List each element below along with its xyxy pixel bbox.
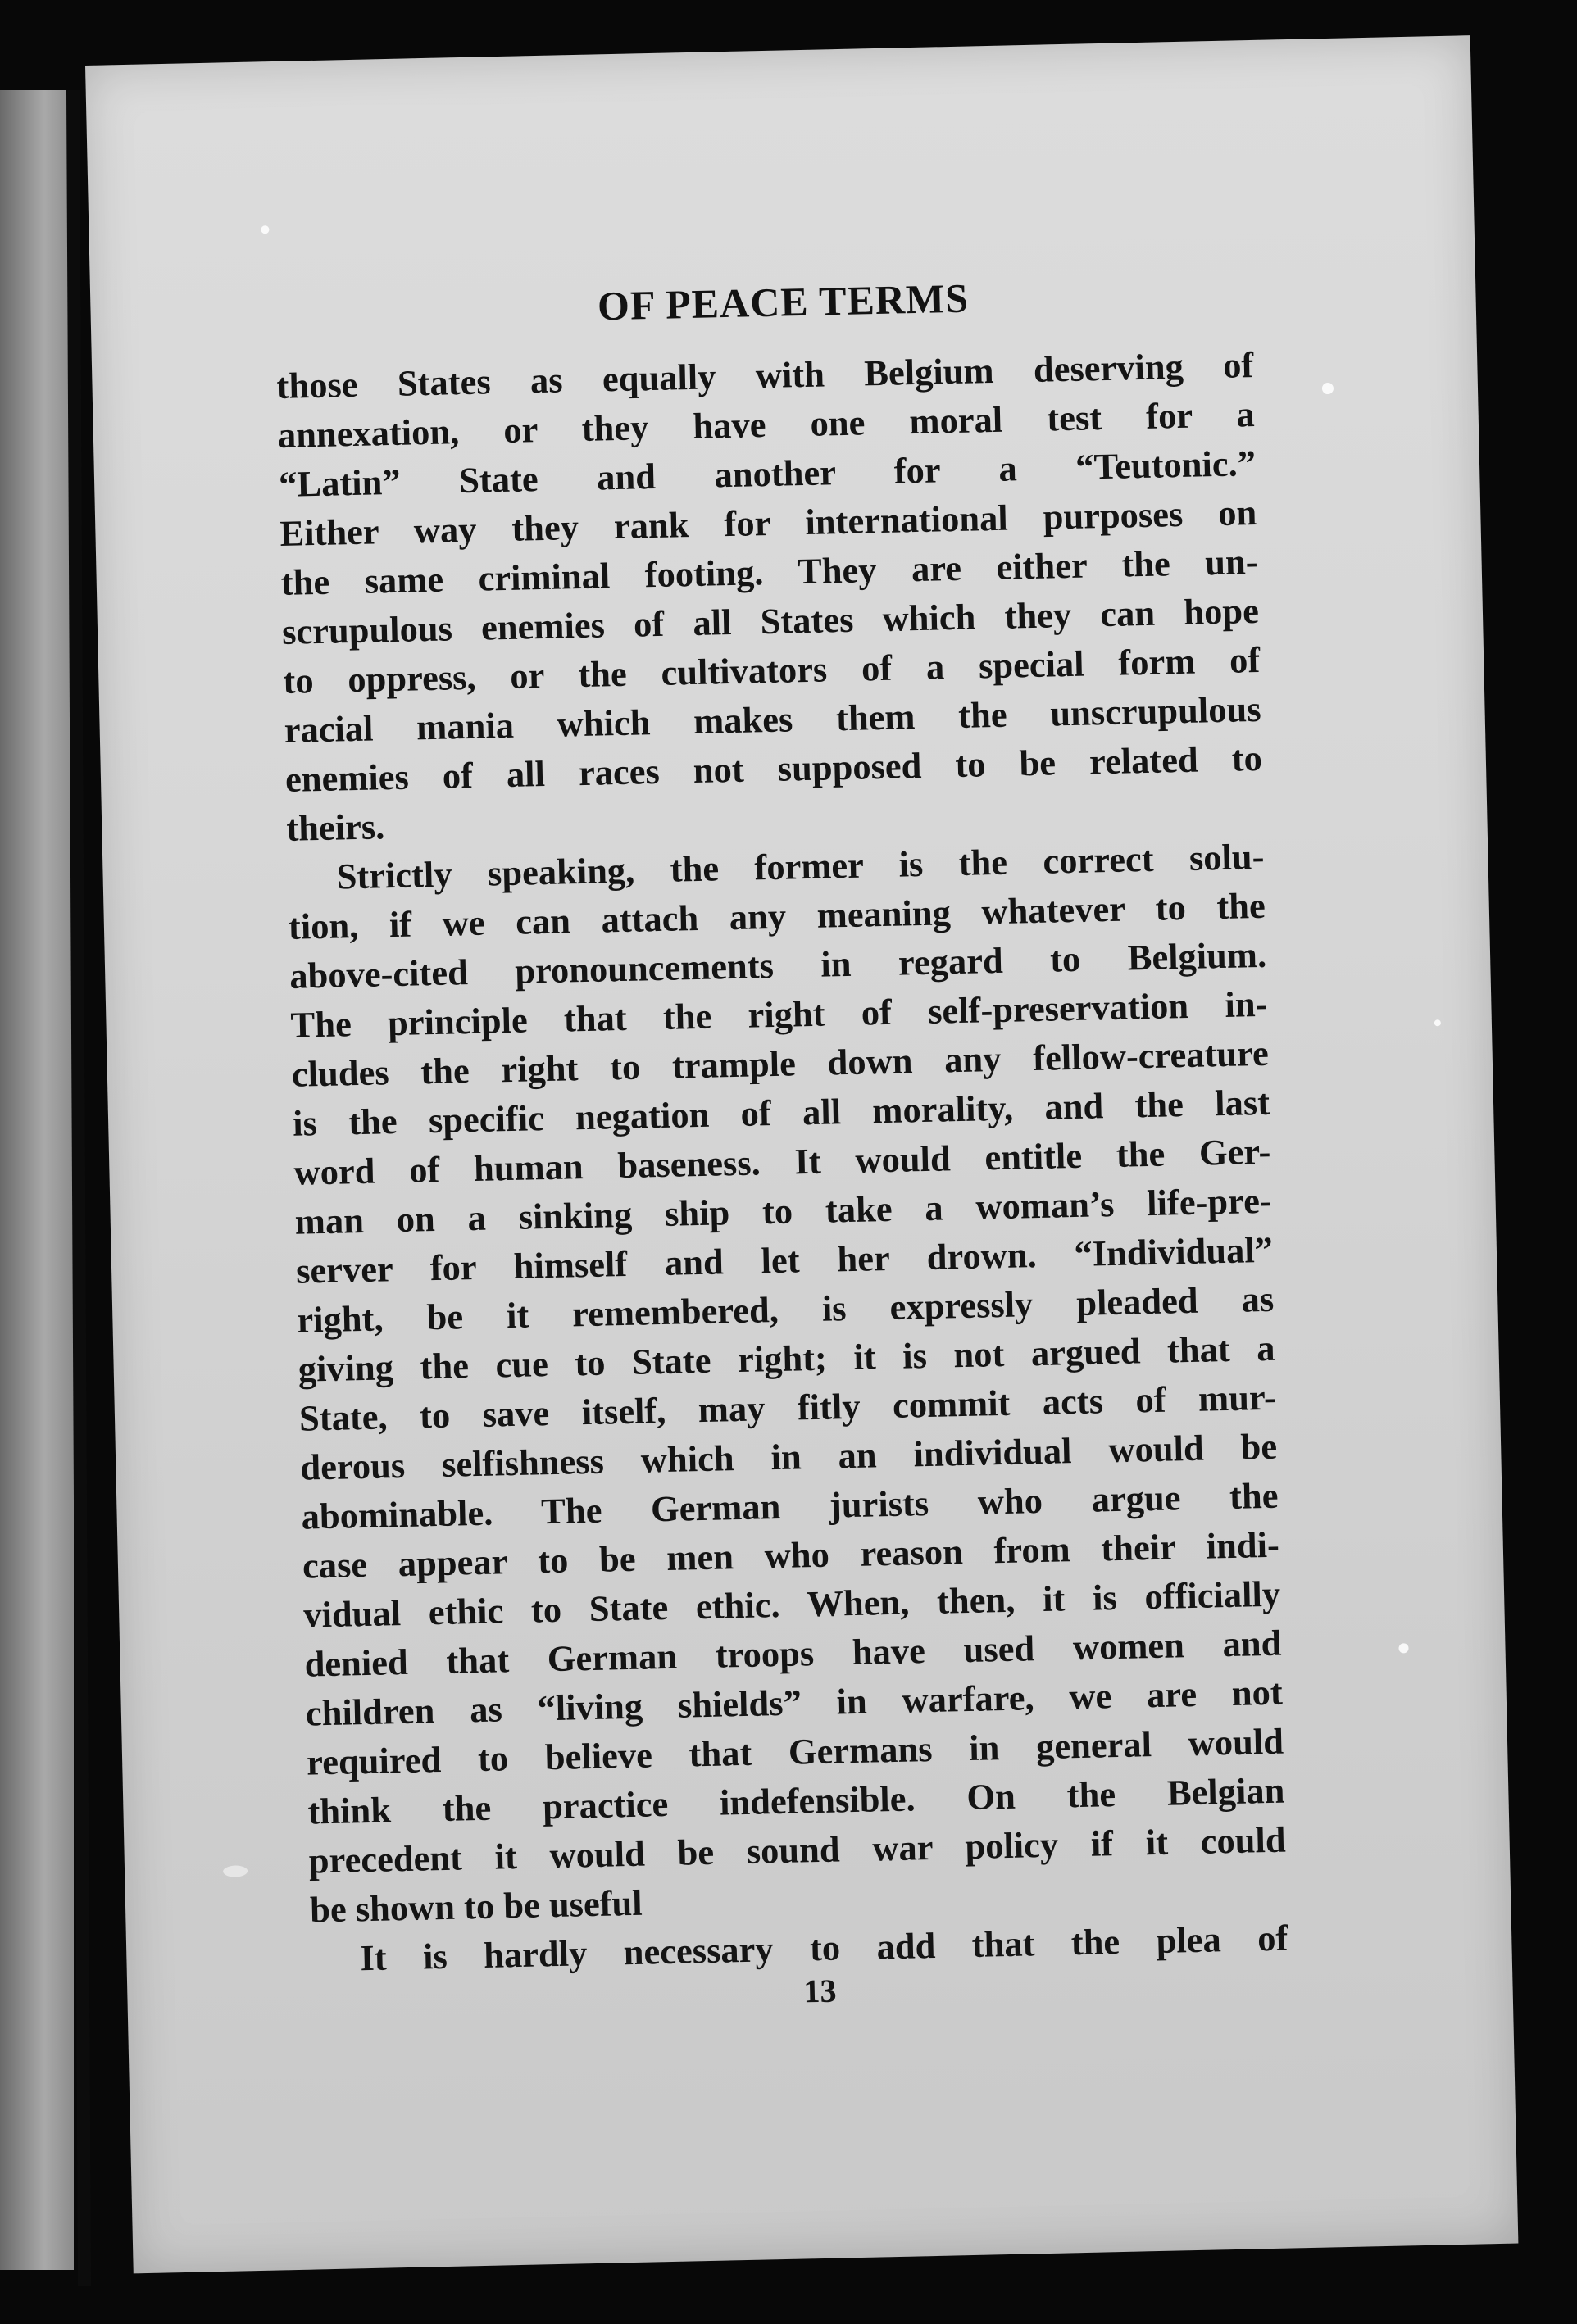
running-head: OF PEACE TERMS	[597, 275, 970, 329]
paragraph-end-line: be shown to be useful	[309, 1881, 643, 1931]
text-line: to oppress, or the cultivators of a special form of	[282, 638, 1261, 701]
text-line: “Latin” State and another for a “Teutonic.”	[278, 442, 1257, 505]
text-line: annexation, or they have one moral test for a	[277, 393, 1256, 456]
text-line: racial mania which makes them the unscrupulous	[284, 688, 1262, 751]
body-text	[276, 340, 1288, 1984]
text-line: abominable. The German jurists who argue the	[301, 1474, 1279, 1537]
text-line: The principle that the right of self-preservation in-	[290, 983, 1268, 1046]
scan-dust	[223, 1865, 248, 1877]
text-line: derous selfishness which in an individual would be	[299, 1425, 1278, 1488]
text-line: case appear to be men who reason from their indi-	[302, 1523, 1280, 1586]
text-line: children as “living shields” in warfare, we are not	[305, 1671, 1284, 1734]
text-line: above-cited pronouncements in regard to Belgium.	[289, 933, 1267, 996]
text-line: man on a sinking ship to take a woman’s life-pre-	[294, 1179, 1273, 1242]
text-line: enemies of all races not supposed to be related to	[284, 737, 1263, 800]
text-line: required to believe that Germans in general would	[306, 1720, 1284, 1783]
scan-dust	[1434, 1019, 1441, 1026]
scan-dust	[1398, 1643, 1408, 1653]
previous-page-edge	[0, 90, 74, 2270]
text-line: vidual ethic to State ethic. When, then, it is officially	[302, 1573, 1281, 1636]
text-line: denied that German troops have used women and	[304, 1622, 1282, 1685]
text-line: giving the cue to State right; it is not argued that a	[298, 1327, 1276, 1390]
text-line: word of human baseness. It would entitle the Ger-	[293, 1130, 1271, 1193]
paragraph-end-line: theirs.	[285, 806, 385, 849]
paragraph-start-line: It is hardly necessary to add that the plea of	[359, 1917, 1288, 1979]
text-line: right, be it remembered, is expressly pleaded as	[296, 1278, 1275, 1341]
scan-dust	[1322, 383, 1334, 394]
book-page	[85, 35, 1518, 2273]
text-line: cludes the right to trample down any fellow-creature	[291, 1032, 1270, 1095]
text-line: is the specific negation of all morality, and the last	[292, 1081, 1270, 1144]
text-line: precedent it would be sound war policy if it could	[308, 1818, 1287, 1881]
text-line: scrupulous enemies of all States which they can hope	[281, 589, 1260, 652]
text-line: Either way they rank for international purposes on	[279, 491, 1257, 554]
scan-dust	[261, 225, 269, 234]
text-line: State, to save itself, may fitly commit acts of mur-	[298, 1376, 1277, 1439]
text-line: server for himself and let her drown. “Individual”	[295, 1228, 1274, 1291]
text-line: the same criminal footing. They are either the un-	[280, 540, 1259, 603]
text-line: think the practice indefensible. On the Belgian	[307, 1769, 1285, 1832]
page-number: 13	[802, 1972, 837, 2010]
text-line: tion, if we can attach any meaning whatever to the	[288, 884, 1266, 947]
paragraph-start-line: Strictly speaking, the former is the correct solu-	[336, 835, 1265, 897]
text-line: those States as equally with Belgium deserving of	[276, 344, 1254, 406]
